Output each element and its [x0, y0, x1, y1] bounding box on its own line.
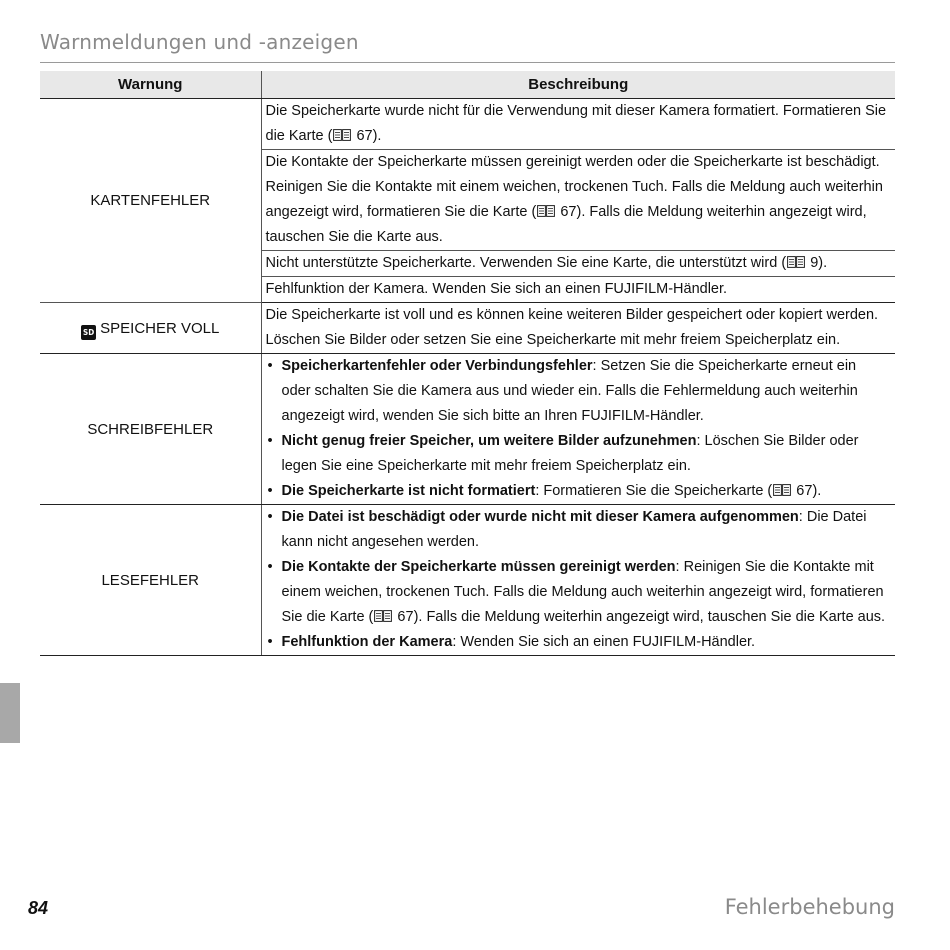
column-header-warning: Warnung [40, 71, 261, 99]
list-item: • Fehlfunktion der Kamera: Wenden Sie sich an einen FUJIFILM-Händler. [266, 630, 890, 655]
list-item: • Nicht genug freier Speicher, um weitere Bilder aufzunehmen: Löschen Sie Bilder oder legen Sie eine Speicherkarte mit mehr freiem Speicherplatz ein. [266, 429, 890, 479]
list-item: • Speicherkartenfehler oder Verbindungsfehler: Setzen Sie die Speicherkarte erneut ein oder schalten Sie die Kamera aus und wieder ein. Falls die Fehlermeldung auch weiterhin angezeigt wird, wenden Sie sich bitte an Ihren FUJIFILM-Händler. [266, 354, 890, 429]
list-item: • Die Datei ist beschädigt oder wurde nicht mit dieser Kamera aufgenommen: Die Datei kann nicht angesehen werden. [266, 505, 890, 555]
bullet-icon: • [267, 358, 273, 374]
table-row [40, 354, 895, 505]
bullet-icon: • [267, 483, 273, 499]
warning-write-error: SCHREIBFEHLER [40, 354, 261, 505]
bullet-icon: • [267, 433, 273, 449]
book-reference-icon [374, 610, 392, 622]
page-reference: 9 [810, 255, 819, 271]
book-reference-icon [787, 256, 805, 268]
description-cell: Die Speicherkarte wurde nicht für die Verwendung mit dieser Kamera formatiert. Formatieren Sie die Karte ( 67). [261, 99, 895, 150]
heading-rule [40, 62, 895, 63]
bullet-icon: • [267, 559, 273, 575]
list-item: • Die Speicherkarte ist nicht formatiert: Formatieren Sie die Speicherkarte ( 67). [266, 479, 890, 504]
description-cell [261, 354, 895, 505]
list-item: • Die Kontakte der Speicherkarte müssen gereinigt werden: Reinigen Sie die Kontakte mit einem weichen, trockenen Tuch. Falls die Meldung auch weiterhin angezeigt wird, formatieren Sie die Karte ( 67). Falls die Meldung weiterhin angezeigt wird, tauschen Sie die Karte aus. [266, 555, 890, 630]
description-cell: Die Speicherkarte ist voll und es können keine weiteren Bilder gespeichert oder kopiert werden. Löschen Sie Bilder oder setzen Sie eine Speicherkarte mit mehr freiem Speicherplatz ein. [261, 303, 895, 354]
page-reference: 67 [397, 609, 414, 625]
warnings-table [40, 71, 895, 656]
description-cell [261, 505, 895, 656]
chapter-tab [0, 683, 20, 743]
page-reference: 67 [560, 204, 577, 220]
bullet-icon: • [267, 509, 273, 525]
bullet-icon: • [267, 634, 273, 650]
warning-read-error: LESEFEHLER [40, 505, 261, 656]
book-reference-icon [537, 205, 555, 217]
page-reference: 67 [356, 128, 373, 144]
table-row [40, 303, 895, 354]
warning-card-error: KARTENFEHLER [40, 99, 261, 303]
page-reference: 67 [796, 483, 813, 499]
book-reference-icon [333, 129, 351, 141]
page-heading: Warnmeldungen und -anzeigen [40, 30, 359, 54]
description-cell: Fehlfunktion der Kamera. Wenden Sie sich an einen FUJIFILM-Händler. [261, 277, 895, 303]
table-header-row [40, 71, 895, 99]
warning-memory-full: SD SPEICHER VOLL [40, 303, 261, 354]
sd-card-icon: SD [81, 325, 96, 340]
section-name: Fehlerbehebung [724, 895, 895, 919]
page-number: 84 [28, 898, 49, 918]
description-cell: Die Kontakte der Speicherkarte müssen gereinigt werden oder die Speicherkarte ist beschädigt. Reinigen Sie die Kontakte mit einem weichen, trockenen Tuch. Falls die Meldung auch weiterhin angezeigt wird, formatieren Sie die Karte ( 67). Falls die Meldung weiterhin angezeigt wird, tauschen Sie die Karte aus. [261, 150, 895, 251]
column-header-description: Beschreibung [261, 71, 895, 99]
book-reference-icon [773, 484, 791, 496]
description-cell: Nicht unterstützte Speicherkarte. Verwenden Sie eine Karte, die unterstützt wird ( 9). [261, 251, 895, 277]
table-row [40, 505, 895, 656]
table-row [40, 99, 895, 150]
